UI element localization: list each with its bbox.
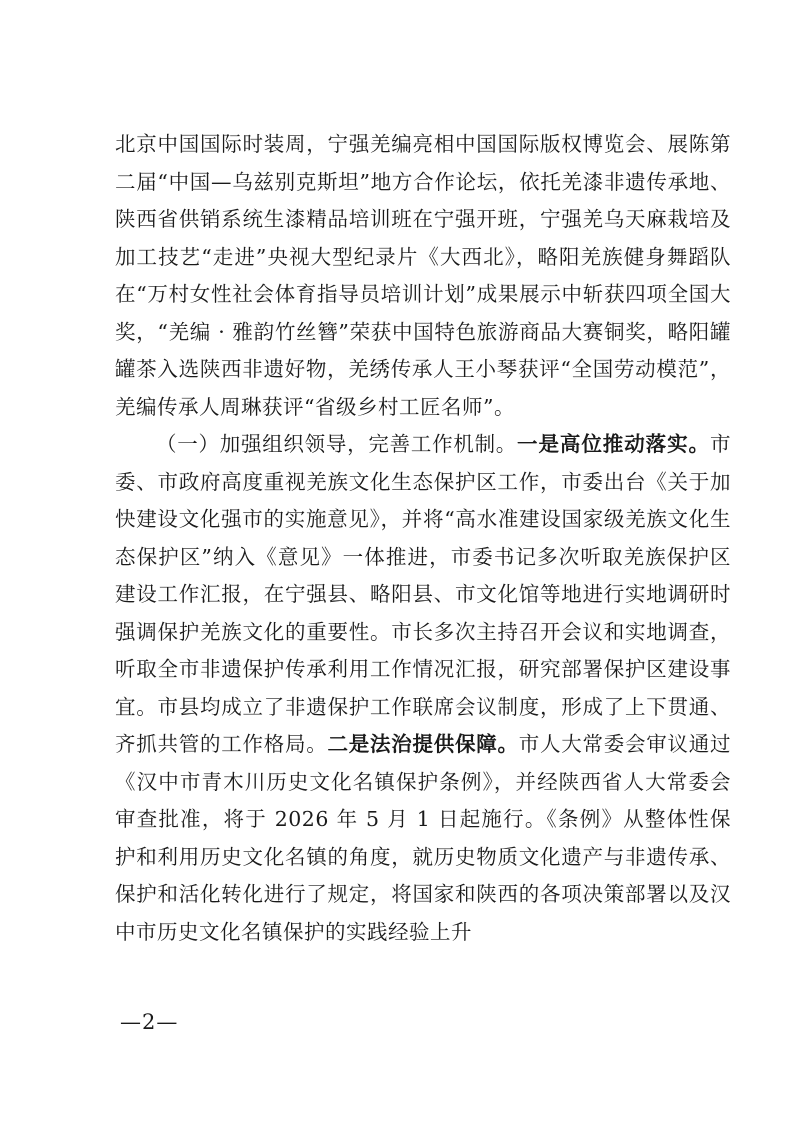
page-number: —2— [120, 1010, 179, 1034]
point-2-text: 市人大常委会审议通过《汉中市青木川历史文化名镇保护条例》，并经陕西省人大常委会审查批准，将于 2026 年 5 月 1 日起施行。《条例》从整体性保护和利用历史文化名镇的角度，就历史物质文化遗产与非遗传承、保护和活化转化进行了规定，将国家和陕西的各项决策部署以及汉中市历史文化名镇保护的实践经验上升 [115, 732, 731, 944]
point-2-label: 二是法治提供保障。 [327, 732, 519, 756]
point-1-label: 一是高位推动落实。 [517, 432, 710, 456]
document-body [115, 126, 731, 951]
section-heading: （一）加强组织领导，完善工作机制。 [156, 432, 518, 456]
paragraph-achievements: 北京中国国际时装周，宁强羌编亮相中国国际版权博览会、展陈第二届“中国—乌兹别克斯坦”地方合作论坛，依托羌漆非遗传承地、陕西省供销系统生漆精品培训班在宁强开班，宁强羌乌天麻栽培及加工技艺“走进”央视大型纪录片《大西北》，略阳羌族健身舞蹈队在“万村女性社会体育指导员培训计划”成果展示中斩获四项全国大奖，“羌编 · 雅韵竹丝簪”荣获中国特色旅游商品大赛铜奖，略阳罐罐茶入选陕西非遗好物，羌绣传承人王小琴获评“全国劳动模范”，羌编传承人周琳获评“省级乡村工匠名师”。 [115, 132, 731, 419]
paragraph-organization [115, 426, 731, 951]
point-1-text: 市委、市政府高度重视羌族文化生态保护区工作，市委出台《关于加快建设文化强市的实施意见》，并将“高水准建设国家级羌族文化生态保护区”纳入《意见》一体推进，市委书记多次听取羌族保护区建设工作汇报，在宁强县、略阳县、市文化馆等地进行实地调研时强调保护羌族文化的重要性。市长多次主持召开会议和实地调查，听取全市非遗保护传承利用工作情况汇报，研究部署保护区建设事宜。市县均成立了非遗保护工作联席会议制度，形成了上下贯通、齐抓共管的工作格局。 [115, 432, 731, 756]
